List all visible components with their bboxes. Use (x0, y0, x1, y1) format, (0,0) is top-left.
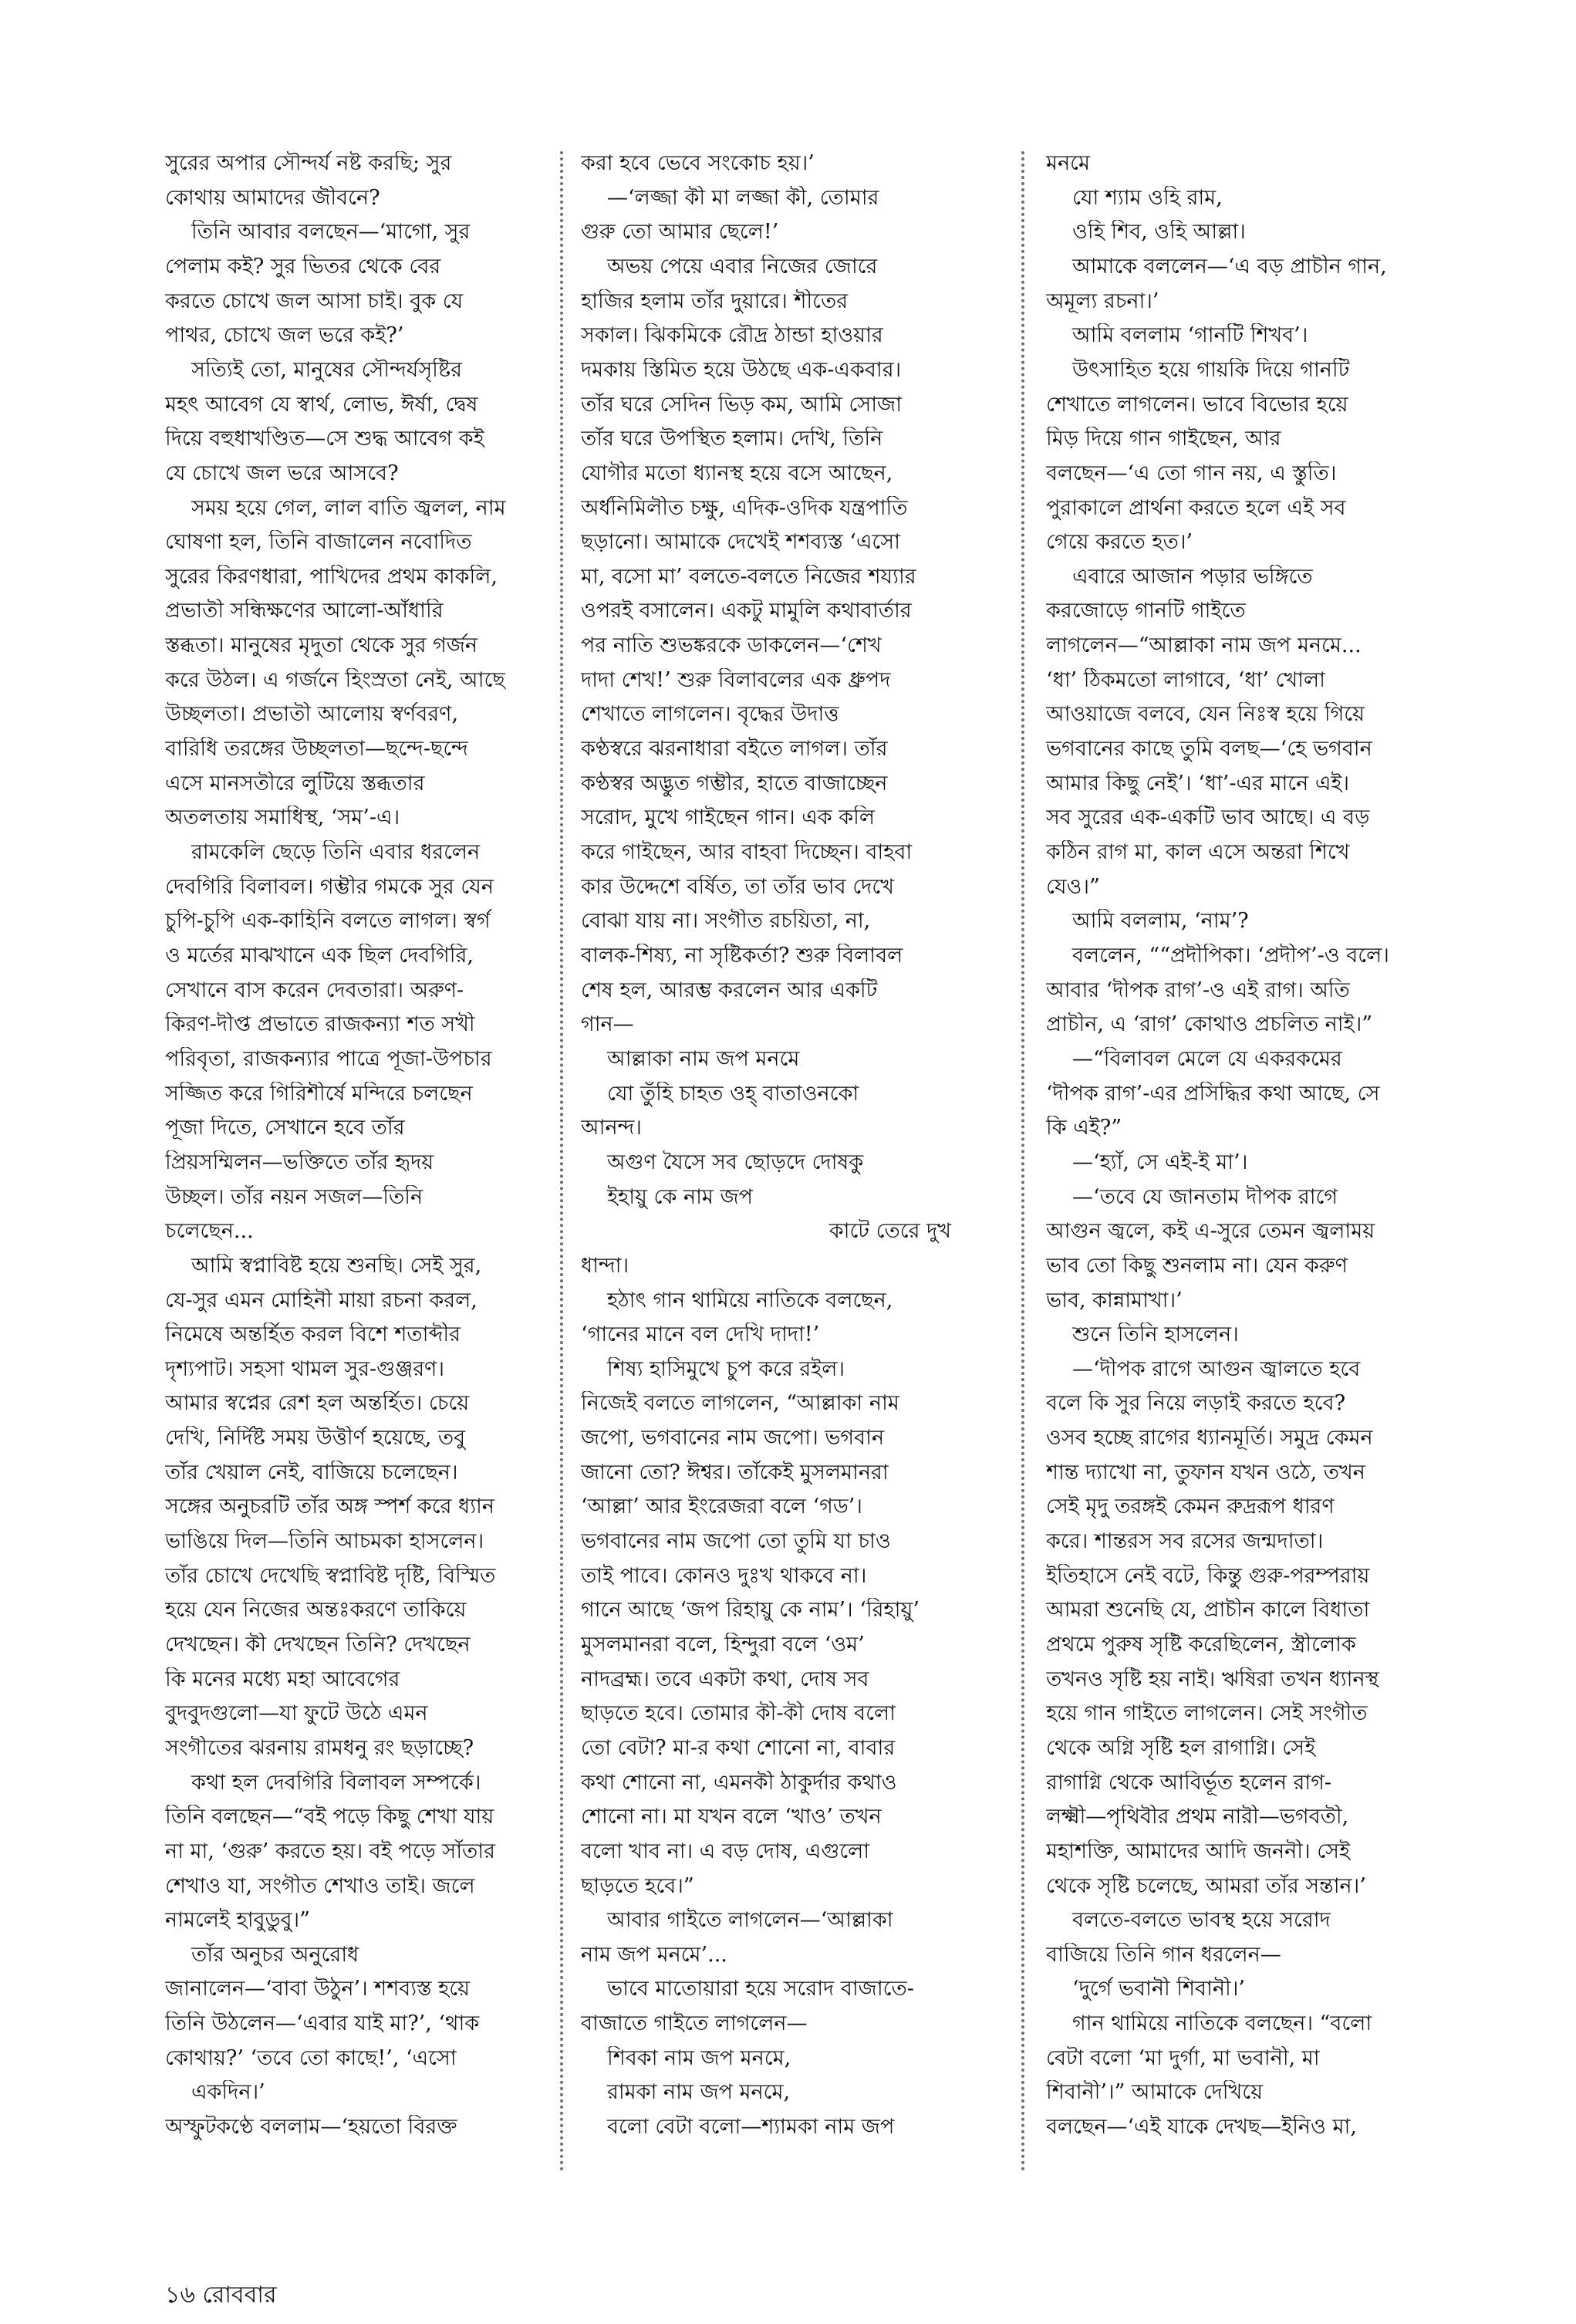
text-line: যোগীর মতো ধ্যানস্থ হয়ে বসে আছেন, (581, 461, 893, 485)
text-line: অমূল্য রচনা।’ (1046, 289, 1159, 313)
text-line: বললেন, ““প্রদীপিকা। ‘প্রদীপ’-ও বলে। (1072, 944, 1389, 968)
text-line: অর্ধনিমিলীত চক্ষু, এদিক-ওদিক যন্ত্রপাতি (581, 495, 908, 520)
text-line: উৎসাহিত হয়ে গায়কি দিয়ে গানটি (1072, 357, 1350, 382)
text-line: আমি বললাম, ‘নাম’? (1072, 909, 1249, 934)
text-line: ভাব তো কিছু শুনলাম না। যেন করুণ (1046, 1253, 1348, 1278)
text-line: বারিধি তরঙ্গের উচ্ছলতা—ছন্দে-ছন্দে (165, 737, 468, 761)
text-line: আমাকে বললেন—‘এ বড় প্রাচীন গান, (1072, 254, 1387, 279)
text-line: যে চোখে জল ভরে আসবে? (165, 461, 399, 485)
text-line: চুপি-চুপি এক-কাহিনি বলতে লাগল। স্বর্গ (165, 909, 491, 934)
text-line: তাঁর চোখে দেখেছি স্বপ্নাবিষ্ট দৃষ্টি, বিস্মিত (165, 1563, 496, 1588)
text-line: ‘ধা’ ঠিকমতো লাগাবে, ‘ধা’ খোলা (1046, 667, 1325, 692)
text-line: দাদা শেখ!’ শুরু বিলাবলের এক ধ্রুপদ (581, 667, 891, 692)
text-line: শিষ্য হাসিমুখে চুপ করে রইল। (607, 1356, 845, 1381)
text-column-1 (165, 151, 539, 2227)
text-line: বলছেন—‘এ তো গান নয়, এ স্তুতি। (1046, 461, 1337, 485)
text-line: নিজেই বলতে লাগলেন, “আল্লাকা নাম (581, 1391, 899, 1416)
text-line: কার উদ্দেশে বর্ষিত, তা তাঁর ভাব দেখে (581, 874, 894, 899)
text-line: উচ্ছল। তাঁর নয়ন সজল—তিনি (165, 1184, 424, 1209)
text-line: এবারে আজান পড়ার ভঙ্গিতে (1072, 564, 1313, 589)
text-line: তাঁর ঘরে সেদিন ভিড় কম, আমি সোজা (581, 392, 903, 417)
text-line: বলো বেটা বলো—শ্যামকা নাম জপ (607, 2115, 895, 2139)
text-line: তাই পাবে। কোনও দুঃখ থাকবে না। (581, 1563, 867, 1588)
text-line: ‘আল্লা’ আর ইংরেজরা বলে ‘গড’। (581, 1495, 862, 1519)
text-line: শিবকা নাম জপ মনমে, (607, 2045, 791, 2070)
text-line: —“বিলাবল মেলে যে একরকমের (1072, 1046, 1342, 1071)
text-line: ওপরই বসালেন। একটু মামুলি কথাবার্তার (581, 599, 912, 623)
text-line: দেখছেন। কী দেখছেন তিনি? দেখছেন (165, 1633, 471, 1657)
text-line: পূজা দিতে, সেখানে হবে তাঁর (165, 1116, 405, 1140)
text-line: শোনো না। মা যখন বলে ‘খাও’ তখন (581, 1805, 882, 1829)
text-line: মা, বসো মা’ বলতে-বলতে নিজের শয্যার (581, 564, 916, 589)
text-line: অগুণ যৈসে সব ছোড়দে দোষকু (607, 1150, 864, 1174)
column-separator (1021, 151, 1024, 2173)
text-line: আমরা শুনেছি যে, প্রাচীন কালে বিধাতা (1046, 1598, 1370, 1623)
text-line: সেই মৃদু তরঙ্গই কেমন রুদ্ররূপ ধারণ (1046, 1495, 1335, 1519)
text-line: শেখাতে লাগলেন। বৃদ্ধের উদাত্ত (581, 702, 839, 727)
text-line: জানো তো? ঈশ্বর। তাঁকেই মুসলমানরা (581, 1460, 889, 1485)
text-line: প্রাচীন, এ ‘রাগ’ কোথাও প্রচলিত নাই।” (1046, 1012, 1373, 1037)
text-line: তো বেটা? মা-র কথা শোনো না, বাবার (581, 1735, 896, 1760)
text-line: কোথায় আমাদের জীবনে? (165, 185, 380, 210)
magazine-name: রোববার (202, 2282, 277, 2309)
text-line: যেও।” (1046, 874, 1100, 899)
text-line: পাথর, চোখে জল ভরে কই?’ (165, 323, 404, 348)
text-line: কথা শোনো না, এমনকী ঠাকুর্দার কথাও (581, 1770, 897, 1795)
text-line: সজ্জিত করে গিরিশীর্ষে মন্দিরে চলছেন (165, 1081, 473, 1106)
text-line: বাজিয়ে তিনি গান ধরলেন— (1046, 1942, 1281, 1967)
text-line: প্রভাতী সন্ধিক্ষণের আলো-আঁধারি (165, 599, 444, 623)
text-line: থেকে অগ্নি সৃষ্টি হল রাগাগ্নি। সেই (1046, 1735, 1316, 1760)
text-line: তিনি উঠলেন—‘এবার যাই মা?’, ‘থাক (165, 2012, 480, 2036)
text-line: মহাশক্তি, আমাদের আদি জননী। সেই (1046, 1839, 1351, 1863)
text-line: গান— (581, 1012, 634, 1037)
text-line: দৃশ্যপাট। সহসা থামল সুর-গুঞ্জরণ। (165, 1356, 445, 1381)
page-footer (165, 2282, 277, 2309)
text-line: বুদবুদগুলো—যা ফুটে উঠে এমন (165, 1701, 428, 1726)
text-line: গানে আছে ‘জপ রিহায়ু কে নাম’। ‘রিহায়ু’ (581, 1598, 920, 1623)
text-line: আমার কিছু নেই’। ‘ধা’-এর মানে এই। (1046, 771, 1350, 795)
text-line: সঙ্গের অনুচরটি তাঁর অঙ্গ স্পর্শ করে ধ্যান (165, 1495, 494, 1519)
text-line: হাজির হলাম তাঁর দুয়ারে। শীতের (581, 289, 849, 313)
text-line: রামকেলি ছেড়ে তিনি এবার ধরলেন (191, 840, 481, 864)
text-line: ওহি শিব, ওহি আল্লা। (1072, 220, 1246, 245)
text-line: ঘোষণা হল, তিনি বাজালেন নবোদিত (165, 530, 472, 555)
text-line: রাগাগ্নি থেকে আবির্ভূত হলেন রাগ- (1046, 1770, 1332, 1795)
text-line: সুরের কিরণধারা, পাখিদের প্রথম কাকলি, (165, 564, 498, 589)
text-line: ইহায়ু কে নাম জপ (607, 1184, 753, 1209)
text-line: বলো খাব না। এ বড় দোষ, এগুলো (581, 1839, 870, 1863)
text-column-2 (581, 151, 997, 2227)
text-line: ভগবানের কাছে তুমি বলছ—‘হে ভগবান (1046, 737, 1372, 761)
text-line: আবার ‘দীপক রাগ’-ও এই রাগ। অতি (1046, 978, 1350, 1002)
text-line: কি এই?” (1046, 1116, 1122, 1140)
text-line: পুরাকালে প্রার্থনা করতে হলে এই সব (1046, 495, 1346, 520)
text-line: সত্যিই তো, মানুষের সৌন্দর্যসৃষ্টির (191, 357, 462, 382)
text-line: কঠিন রাগ মা, কাল এসে অন্তরা শিখে (1046, 840, 1350, 864)
text-line: ধান্দা। (581, 1253, 629, 1278)
text-line: বেটা বলো ‘মা দুর্গা, মা ভবানী, মা (1046, 2045, 1320, 2070)
text-line: হয়ে গান গাইতে লাগলেন। সেই সংগীত (1046, 1701, 1368, 1726)
text-line: সুরের অপার সৌন্দর্য নষ্ট করছি; সুর (165, 151, 452, 175)
text-line: পেলাম কই? সুর ভিতর থেকে বের (165, 254, 441, 279)
text-line: স্তব্ধতা। মানুষের মৃদুতা থেকে সুর গর্জন (165, 633, 478, 658)
text-line: সকাল। ঝিকমিকে রৌদ্র ঠান্ডা হাওয়ার (581, 323, 883, 348)
text-line: তিনি আবার বলছেন—‘মাগো, সুর (191, 220, 471, 245)
text-line: তিনি বলছেন—“বই পড়ে কিছু শেখা যায় (165, 1805, 494, 1829)
text-line: মহৎ আবেগ যে স্বার্থ, লোভ, ঈর্ষা, দ্বেষ (165, 392, 478, 417)
text-line: দমকায় স্তিমিত হয়ে উঠছে এক-একবার। (581, 357, 902, 382)
text-line: ছড়ানো। আমাকে দেখেই শশব্যস্ত ‘এসো (581, 530, 900, 555)
text-line: মুসলমানরা বলে, হিন্দুরা বলে ‘ওম’ (581, 1633, 865, 1657)
text-line: কথা হল দেবগিরি বিলাবল সম্পর্কে। (191, 1770, 481, 1795)
text-line: গান থামিয়ে নাতিকে বলছেন। “বলো (1072, 2012, 1372, 2036)
text-line: শান্ত দ্যাখো না, তুফান যখন ওঠে, তখন (1046, 1460, 1365, 1485)
text-line: —‘হ্যাঁ, সে এই-ই মা’। (1072, 1150, 1248, 1174)
text-line: বলে কি সুর নিয়ে লড়াই করতে হবে? (1046, 1391, 1346, 1416)
text-line: মিড় দিয়ে গান গাইছেন, আর (1046, 427, 1281, 451)
text-line: মনমে (1046, 151, 1090, 175)
text-line: শেষ হল, আরম্ভ করলেন আর একটি (581, 978, 878, 1002)
text-line: আমার স্বপ্নের রেশ হল অন্তর্হিত। চেয়ে (165, 1391, 470, 1416)
text-line: আমি বললাম ‘গানটি শিখব’। (1072, 323, 1308, 348)
text-line: একদিন।’ (191, 2080, 265, 2105)
text-line: দিয়ে বহুধাখণ্ডিত—সে শুদ্ধ আবেগ কই (165, 427, 484, 451)
text-line: লক্ষ্মী—পৃথিবীর প্রথম নারী—ভগবতী, (1046, 1805, 1349, 1829)
text-line: বাজাতে গাইতে লাগলেন— (581, 2012, 808, 2036)
text-line: নাদব্রহ্ম। তবে একটা কথা, দোষ সব (581, 1667, 869, 1691)
text-line: শিবানী’।” আমাকে দেখিয়ে (1046, 2080, 1264, 2105)
text-line: —‘তবে যে জানতাম দীপক রাগে (1072, 1184, 1338, 1209)
text-line: কিরণ-দীপ্ত প্রভাতে রাজকন্যা শত সখী (165, 1012, 475, 1037)
text-line: উচ্ছলতা। প্রভাতী আলোয় স্বর্ণবরণ, (165, 702, 459, 727)
text-line: কণ্ঠস্বর অদ্ভুত গম্ভীর, হাতে বাজাচ্ছেন (581, 771, 888, 795)
text-line: কাটে তেরে দুখ (828, 1219, 951, 1244)
text-line: করে গাইছেন, আর বাহবা দিচ্ছেন। বাহবা (581, 840, 913, 864)
text-line: ভাব, কান্নামাখা।’ (1046, 1288, 1183, 1312)
text-line: আগুন জ্বলে, কই এ-সুরে তেমন জ্বলাময় (1046, 1219, 1375, 1244)
text-line: কণ্ঠস্বরে ঝরনাধারা বইতে লাগল। তাঁর (581, 737, 888, 761)
text-line: ভাঙিয়ে দিল—তিনি আচমকা হাসলেন। (165, 1529, 484, 1553)
text-line: দেবগিরি বিলাবল। গম্ভীর গমকে সুর যেন (165, 874, 494, 899)
text-line: থেকে সৃষ্টি চলেছে, আমরা তাঁর সন্তান।’ (1046, 1873, 1366, 1898)
text-line: সেখানে বাস করেন দেবতারা। অরুণ- (165, 978, 464, 1002)
text-line: নাম জপ মনমে’... (581, 1942, 727, 1967)
text-line: ‘গানের মানে বল দেখি দাদা!’ (581, 1322, 820, 1347)
text-line: করে উঠল। এ গর্জনে হিংস্রতা নেই, আছে (165, 667, 505, 692)
text-line: হঠাৎ গান থামিয়ে নাতিকে বলছেন, (607, 1288, 893, 1312)
text-line: করজোড়ে গানটি গাইতে (1046, 599, 1246, 623)
text-line: দেখি, নির্দিষ্ট সময় উত্তীর্ণ হয়েছে, তবু (165, 1426, 466, 1450)
text-line: করতে চোখে জল আসা চাই। বুক যে (165, 289, 464, 313)
text-line: ছাড়তে হবে।” (581, 1873, 694, 1898)
text-line: শেখাতে লাগলেন। ভাবে বিভোর হয়ে (1046, 392, 1348, 417)
text-line: সব সুরের এক-একটি ভাব আছে। এ বড় (1046, 806, 1370, 830)
text-line: করে। শান্তরস সব রসের জন্মদাতা। (1046, 1529, 1324, 1553)
text-line: তাঁর অনুচর অনুরোধ (191, 1942, 359, 1967)
column-separator (560, 151, 563, 2173)
text-line: কোথায়?’ ‘তবে তো কাছে!’, ‘এসো (165, 2045, 457, 2070)
text-line: অভয় পেয়ে এবার নিজের জোরে (607, 254, 878, 279)
text-line: অতলতায় সমাধিস্থ, ‘সম’-এ। (165, 806, 400, 830)
text-line: রামকা নাম জপ মনমে, (607, 2080, 791, 2105)
text-line: জানালেন—‘বাবা উঠুন’। শশব্যস্ত হয়ে (165, 1977, 471, 2001)
text-line: পরিবৃতা, রাজকন্যার পাত্রে পূজা-উপচার (165, 1046, 492, 1071)
text-line: অস্ফুটকণ্ঠে বললাম—‘হয়তো বিরক্ত (165, 2115, 457, 2139)
text-line: ভগবানের নাম জপো তো তুমি যা চাও (581, 1529, 891, 1553)
text-line: বোঝা যায় না। সংগীত রচয়িতা, না, (581, 909, 871, 934)
text-line: ও মর্তের মাঝখানে এক ছিল দেবগিরি, (165, 944, 474, 968)
text-line: ‘দীপক রাগ’-এর প্রসিদ্ধির কথা আছে, সে (1046, 1081, 1380, 1106)
text-line: যো শ্যাম ওহি রাম, (1072, 185, 1223, 210)
text-line: আবার গাইতে লাগলেন—‘আল্লাকা (607, 1908, 893, 1933)
text-line: ‘দুর্গে ভবানী শিবানী।’ (1072, 1977, 1245, 2001)
text-line: জপো, ভগবানের নাম জপো। ভগবান (581, 1426, 885, 1450)
text-line: চলেছেন... (165, 1219, 254, 1244)
text-line: প্রথমে পুরুষ সৃষ্টি করেছিলেন, স্ত্রীলোক (1046, 1633, 1356, 1657)
text-line: লাগলেন—“আল্লাকা নাম জপ মনমে... (1046, 633, 1362, 658)
text-line: —‘লজ্জা কী মা লজ্জা কী, তোমার (607, 185, 879, 210)
text-line: নিমেষে অন্তর্হিত করল বিশে শতাব্দীর (165, 1322, 461, 1347)
text-line: ছাড়তে হবে। তোমার কী-কী দোষ বলো (581, 1701, 896, 1726)
text-line: শেখাও যা, সংগীত শেখাও তাই। জলে (165, 1873, 475, 1898)
text-line: প্রিয়সম্মিলন—ভক্তিতে তাঁর হৃদয় (165, 1150, 434, 1174)
text-line: তখনও সৃষ্টি হয় নাই। ঋষিরা তখন ধ্যানস্থ (1046, 1667, 1379, 1691)
text-line: নামলেই হাবুডুবু।” (165, 1908, 310, 1933)
text-line: আনন্দ। (581, 1116, 642, 1140)
text-line: ভাবে মাতোয়ারা হয়ে সরোদ বাজাতে- (607, 1977, 914, 2001)
text-line: বলতে-বলতে ভাবস্থ হয়ে সরোদ (1072, 1908, 1331, 1933)
text-line: তাঁর ঘরে উপস্থিত হলাম। দেখি, তিনি (581, 427, 883, 451)
text-line: গুরু তো আমার ছেলে!’ (581, 220, 779, 245)
text-line: আল্লাকা নাম জপ মনমে (607, 1046, 800, 1071)
text-line: আওয়াজে বলবে, যেন নিঃস্ব হয়ে গিয়ে (1046, 702, 1365, 727)
text-line: ইতিহাসে নেই বটে, কিন্তু গুরু-পরম্পরায় (1046, 1563, 1370, 1588)
page-number: ১৬ (165, 2282, 195, 2309)
text-column-3 (1046, 151, 1432, 2227)
text-line: হয়ে যেন নিজের অন্তঃকরণে তাকিয়ে (165, 1598, 467, 1623)
text-line: কি মনের মধ্যে মহা আবেগের (165, 1667, 400, 1691)
text-line: বলছেন—‘এই যাকে দেখছ—ইনিও মা, (1046, 2115, 1357, 2139)
text-line: —‘দীপক রাগে আগুন জ্বালতে হবে (1072, 1356, 1361, 1381)
text-line: আমি স্বপ্নাবিষ্ট হয়ে শুনছি। সেই সুর, (191, 1253, 482, 1278)
text-line: ওসব হচ্ছে রাগের ধ্যানমূর্তি। সমুদ্র কেমন (1046, 1426, 1373, 1450)
text-line: তাঁর খেয়াল নেই, বাজিয়ে চলেছেন। (165, 1460, 458, 1485)
text-line: শুনে তিনি হাসলেন। (1072, 1322, 1239, 1347)
text-line: না মা, ‘গুরু’ করতে হয়। বই পড়ে সাঁতার (165, 1839, 495, 1863)
text-line: করা হবে ভেবে সংকোচ হয়।’ (581, 151, 815, 175)
text-line: গেয়ে করতে হত।’ (1046, 530, 1193, 555)
text-line: পর নাতি শুভঙ্করকে ডাকলেন—‘শেখ (581, 633, 882, 658)
text-line: সংগীতের ঝরনায় রামধনু রং ছড়াচ্ছে? (165, 1735, 474, 1760)
text-line: সময় হয়ে গেল, লাল বাতি জ্বলল, নাম (191, 495, 506, 520)
text-line: যে-সুর এমন মোহিনী মায়া রচনা করল, (165, 1288, 478, 1312)
text-line: এসে মানসতীরে লুটিয়ে স্তব্ধতার (165, 771, 425, 795)
text-line: বালক-শিষ্য, না সৃষ্টিকর্তা? শুরু বিলাবল (581, 944, 903, 968)
text-line: যো তুঁহি চাহত ওহ্‌ বাতাওনকো (607, 1081, 859, 1106)
text-line: সরোদ, মুখে গাইছেন গান। এক কলি (581, 806, 875, 830)
